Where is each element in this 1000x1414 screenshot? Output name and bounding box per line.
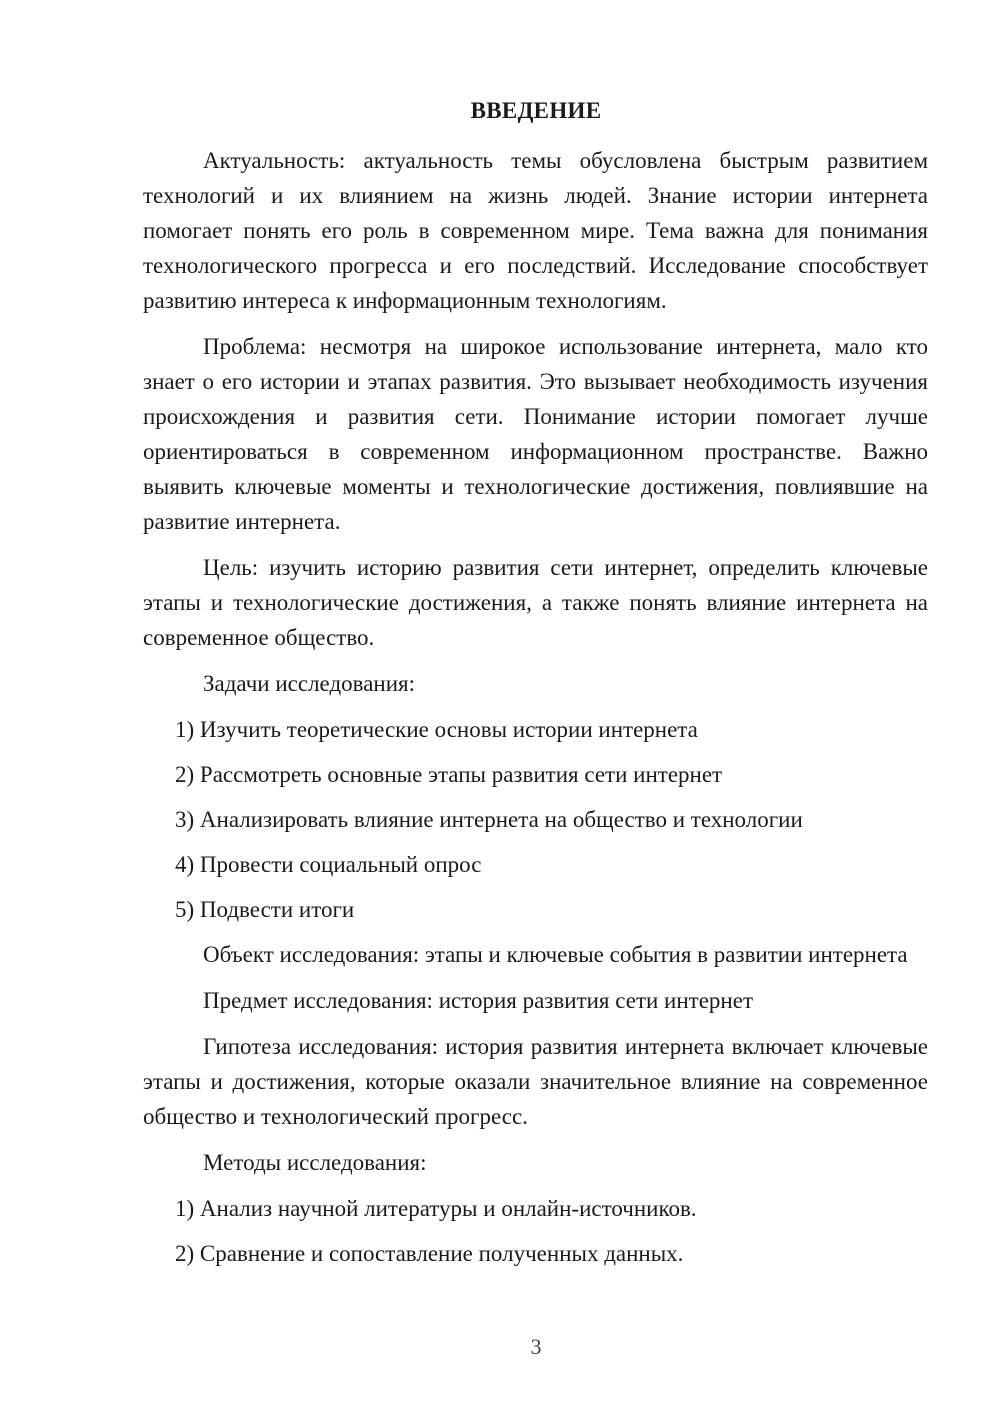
list-item: 2) Сравнение и сопоставление полученных данных.	[175, 1241, 684, 1266]
list-item: 5) Подвести итоги	[175, 897, 355, 922]
list-item: 1) Изучить теоретические основы истории интернета	[175, 717, 698, 742]
section-title: ВВЕДЕНИЕ	[470, 98, 602, 123]
tasks-list	[143, 712, 928, 927]
subject-paragraph: Предмет исследования: история развития сети интернет	[203, 988, 754, 1013]
list-item: 4) Провести социальный опрос	[175, 852, 482, 877]
tasks-heading: Задачи исследования:	[203, 671, 416, 696]
relevance-paragraph: Актуальность: актуальность темы обусловлена быстрым развитием технологий и их влиянием на жизнь людей. Знание истории интернета помогает понять его роль в современном мире. Тема важна для понимания технологического прогресса и его последствий. Исследование способствует развитию интереса к информационным технологиям.	[143, 148, 928, 313]
page-number: 3	[530, 1334, 542, 1359]
object-paragraph: Объект исследования: этапы и ключевые события в развитии интернета	[203, 942, 908, 967]
list-item: 2) Рассмотреть основные этапы развития сети интернет	[175, 762, 723, 787]
methods-list	[143, 1191, 928, 1271]
problem-paragraph: Проблема: несмотря на широкое использование интернета, мало кто знает о его истории и этапах развития. Это вызывает необходимость изучения происхождения и развития сети. Понимание истории помогает лучше ориентироваться в современном информационном пространстве. Важно выявить ключевые моменты и технологические достижения, повлиявшие на развитие интернета.	[143, 334, 928, 534]
goal-paragraph: Цель: изучить историю развития сети интернет, определить ключевые этапы и технологические достижения, а также понять влияние интернета на современное общество.	[143, 555, 928, 650]
methods-heading: Методы исследования:	[203, 1150, 427, 1175]
list-item: 1) Анализ научной литературы и онлайн-источников.	[175, 1196, 697, 1221]
list-item: 3) Анализировать влияние интернета на общество и технологии	[175, 807, 803, 832]
document-body	[143, 143, 928, 1281]
hypothesis-paragraph: Гипотеза исследования: история развития интернета включает ключевые этапы и достижения, которые оказали значительное влияние на современное общество и технологический прогресс.	[143, 1034, 928, 1129]
